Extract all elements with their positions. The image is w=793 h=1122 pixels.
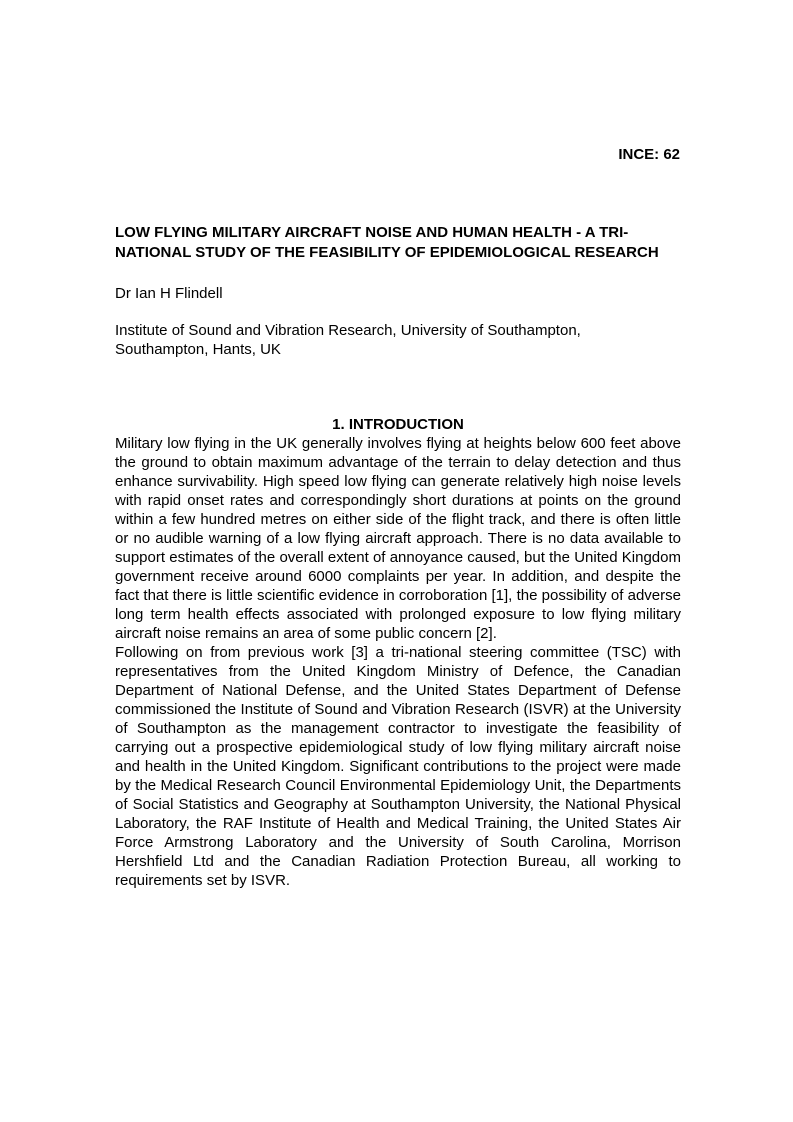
body-paragraph: Military low flying in the UK generally involves flying at heights below 600 feet above the ground to obtain maximum advantage of the terrain to delay detection and thus enhance survivability. High speed low flying can generate relatively high noise levels with rapid onset rates and correspondingly short durations at points on the ground within a few hundred metres on either side of the flight track, and there is often little or no audible warning of a low flying aircraft approach. There is no data available to support estimates of the overall extent of annoyance caused, but the United Kingdom government receive around 6000 complaints per year. In addition, and despite the fact that there is little scientific evidence in corroboration [1], the possibility of adverse long term health effects associated with prolonged exposure to low flying military aircraft noise remains an area of some public concern [2]. <box>115 435 681 642</box>
paper-title: LOW FLYING MILITARY AIRCRAFT NOISE AND HUMAN HEALTH - A TRI-NATIONAL STUDY OF THE FEASIBILITY OF EPIDEMIOLOGICAL RESEARCH <box>115 224 659 261</box>
affiliation-line: Institute of Sound and Vibration Research, University of Southampton, <box>115 322 581 339</box>
paper-body <box>115 223 681 890</box>
body-paragraph: Following on from previous work [3] a tri-national steering committee (TSC) with representatives from the United Kingdom Ministry of Defence, the Canadian Department of National Defense, and the United States Department of Defense commissioned the Institute of Sound and Vibration Research (ISVR) at the University of Southampton as the management contractor to investigate the feasibility of carrying out a prospective epidemiological study of low flying military aircraft noise and health in the United Kingdom. Significant contributions to the project were made by the Medical Research Council Environmental Epidemiology Unit, the Departments of Social Statistics and Geography at Southampton University, the National Physical Laboratory, the RAF Institute of Health and Medical Training, the United States Air Force Armstrong Laboratory and the University of South Carolina, Morrison Hershfield Ltd and the Canadian Radiation Protection Bureau, all working to requirements set by ISVR. <box>115 644 681 889</box>
author-affiliation <box>115 321 681 359</box>
affiliation-line: Southampton, Hants, UK <box>115 341 281 358</box>
section-heading: 1. INTRODUCTION <box>332 416 464 433</box>
paper-reference-number: INCE: 62 <box>618 146 680 163</box>
author-name: Dr Ian H Flindell <box>115 285 223 302</box>
